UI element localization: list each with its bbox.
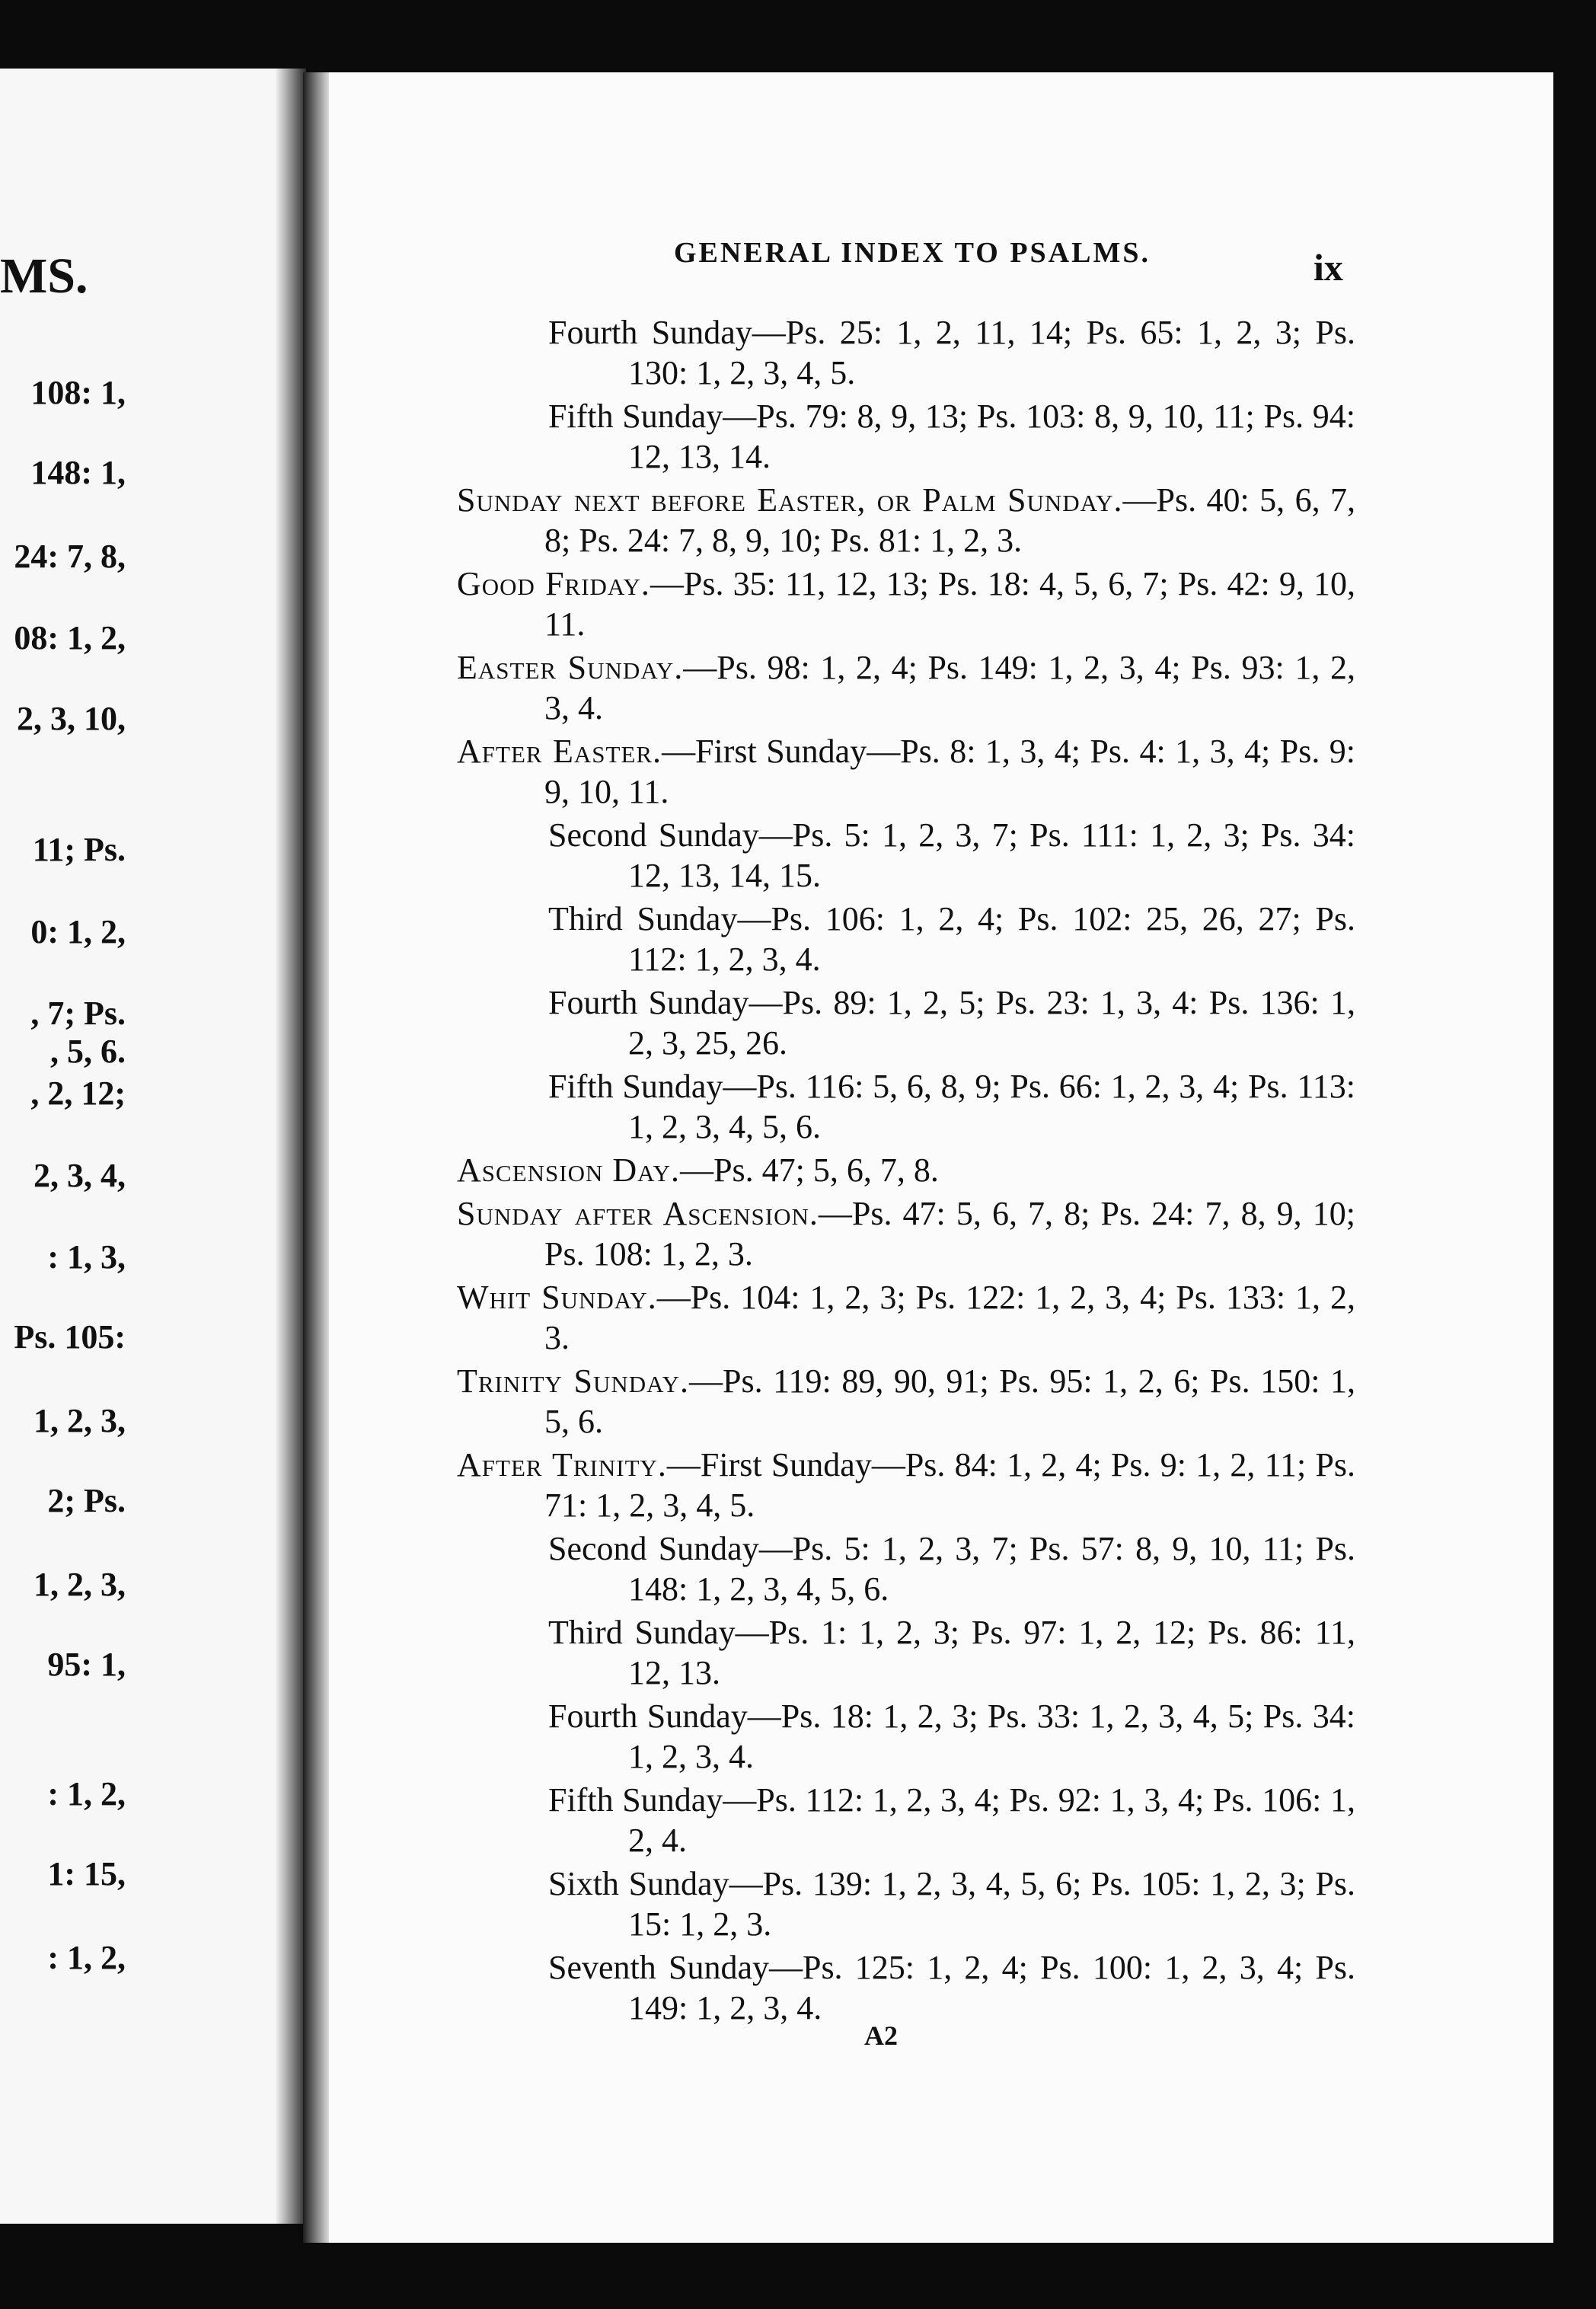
left-page-line-fragment: 95: 1,	[47, 1646, 126, 1683]
entry-heading: Easter Sunday.	[457, 649, 684, 686]
page-number: ix	[1314, 246, 1343, 289]
left-page-line-fragment: : 1, 2,	[47, 1939, 126, 1976]
index-subentry	[457, 982, 1355, 1063]
printer-signature-mark: A2	[864, 2020, 898, 2051]
entry-heading: After Easter.	[457, 733, 662, 770]
left-page-line-fragment: 2, 3, 10,	[17, 700, 126, 737]
entry-text: —Ps. 35: 11, 12, 13; Ps. 18: 4, 5, 6, 7; Ps. 42: 9, 10, 11.	[544, 565, 1355, 643]
entry-heading: Sunday next before Easter, or Palm Sunday.	[457, 481, 1123, 519]
left-page-line-fragment: , 5, 6.	[50, 1033, 126, 1070]
left-page-line-fragment: 11; Ps.	[32, 831, 126, 868]
entry-text: Fourth Sunday—Ps. 89: 1, 2, 5; Ps. 23: 1, 3, 4: Ps. 136: 1, 2, 3, 25, 26.	[548, 984, 1355, 1062]
entry-text: Fifth Sunday—Ps. 116: 5, 6, 8, 9; Ps. 66: 1, 2, 3, 4; Ps. 113: 1, 2, 3, 4, 5, 6.	[548, 1068, 1355, 1145]
left-page-line-fragment: 148: 1,	[30, 454, 126, 491]
left-page-line-fragment: 1: 15,	[47, 1855, 126, 1892]
entry-text: Fifth Sunday—Ps. 79: 8, 9, 13; Ps. 103: 8, 9, 10, 11; Ps. 94: 12, 13, 14.	[548, 398, 1355, 475]
index-entry	[457, 1361, 1355, 1442]
index-subentry	[457, 815, 1355, 896]
index-entry	[457, 564, 1355, 644]
entry-heading: Sunday after Ascension.	[457, 1195, 819, 1232]
index-entry	[457, 731, 1355, 812]
entry-text: —Ps. 98: 1, 2, 4; Ps. 149: 1, 2, 3, 4; Ps. 93: 1, 2, 3, 4.	[544, 649, 1355, 727]
left-page-line-fragment: : 1, 3,	[47, 1238, 126, 1276]
entry-text: Seventh Sunday—Ps. 125: 1, 2, 4; Ps. 100: 1, 2, 3, 4; Ps. 149: 1, 2, 3, 4.	[548, 1949, 1355, 2026]
left-page-line-fragment: : 1, 2,	[47, 1775, 126, 1812]
index-subentry	[457, 1612, 1355, 1693]
psalm-index-entries	[457, 312, 1355, 2031]
entry-heading: Ascension Day.	[457, 1151, 681, 1189]
entry-heading: Whit Sunday.	[457, 1279, 657, 1316]
entry-text: —First Sunday—Ps. 8: 1, 3, 4; Ps. 4: 1, 3, 4; Ps. 9: 9, 10, 11.	[544, 733, 1355, 810]
index-entry	[457, 1445, 1355, 1525]
entry-text: —Ps. 47: 5, 6, 7, 8; Ps. 24: 7, 8, 9, 10; Ps. 108: 1, 2, 3.	[544, 1195, 1355, 1273]
entry-text: —Ps. 104: 1, 2, 3; Ps. 122: 1, 2, 3, 4; Ps. 133: 1, 2, 3.	[544, 1279, 1355, 1356]
entry-text: Third Sunday—Ps. 106: 1, 2, 4; Ps. 102: 25, 26, 27; Ps. 112: 1, 2, 3, 4.	[548, 900, 1355, 978]
entry-text: —First Sunday—Ps. 84: 1, 2, 4; Ps. 9: 1, 2, 11; Ps. 71: 1, 2, 3, 4, 5.	[544, 1446, 1355, 1524]
running-head: GENERAL INDEX TO PSALMS.	[674, 237, 1151, 269]
left-page-line-fragment: Ps. 105:	[14, 1318, 126, 1356]
index-subentry	[457, 899, 1355, 979]
entry-heading: Good Friday.	[457, 565, 650, 602]
left-page-line-fragment: 0: 1, 2,	[30, 913, 126, 950]
left-page-line-fragment: , 7; Ps.	[30, 995, 126, 1032]
entry-text: —Ps. 119: 89, 90, 91; Ps. 95: 1, 2, 6; Ps. 150: 1, 5, 6.	[544, 1362, 1355, 1440]
entry-text: —Ps. 40: 5, 6, 7, 8; Ps. 24: 7, 8, 9, 10; Ps. 81: 1, 2, 3.	[544, 481, 1355, 559]
index-subentry	[457, 1066, 1355, 1147]
left-page-line-fragment: 24: 7, 8,	[14, 538, 126, 575]
left-page-line-fragment: 1, 2, 3,	[34, 1402, 126, 1439]
index-entry	[457, 1277, 1355, 1358]
entry-text: Fourth Sunday—Ps. 18: 1, 2, 3; Ps. 33: 1, 2, 3, 4, 5; Ps. 34: 1, 2, 3, 4.	[548, 1697, 1355, 1775]
left-page-line-fragment: 08: 1, 2,	[14, 619, 126, 656]
entry-text: Third Sunday—Ps. 1: 1, 2, 3; Ps. 97: 1, 2, 12; Ps. 86: 11, 12, 13.	[548, 1614, 1355, 1691]
left-page-line-fragment: 2, 3, 4,	[34, 1157, 126, 1194]
entry-text: —Ps. 47; 5, 6, 7, 8.	[680, 1151, 939, 1189]
index-subentry	[457, 1528, 1355, 1609]
index-subentry	[457, 1696, 1355, 1777]
index-subentry	[457, 396, 1355, 477]
index-entry	[457, 480, 1355, 560]
index-entry	[457, 647, 1355, 728]
entry-text: Fifth Sunday—Ps. 112: 1, 2, 3, 4; Ps. 92: 1, 3, 4; Ps. 106: 1, 2, 4.	[548, 1781, 1355, 1859]
left-page-gutter-shadow	[276, 69, 306, 2224]
left-page-line-fragment: 1, 2, 3,	[34, 1566, 126, 1603]
index-entry	[457, 1193, 1355, 1274]
left-page-heading-fragment: MS.	[0, 248, 88, 304]
index-subentry	[457, 1780, 1355, 1860]
entry-text: Second Sunday—Ps. 5: 1, 2, 3, 7; Ps. 111: 1, 2, 3; Ps. 34: 12, 13, 14, 15.	[548, 816, 1355, 894]
index-subentry	[457, 312, 1355, 393]
index-subentry	[457, 1863, 1355, 1944]
entry-text: Fourth Sunday—Ps. 25: 1, 2, 11, 14; Ps. 65: 1, 2, 3; Ps. 130: 1, 2, 3, 4, 5.	[548, 314, 1355, 391]
index-entry	[457, 1150, 1355, 1190]
entry-heading: After Trinity.	[457, 1446, 667, 1483]
left-page-line-fragment: 2; Ps.	[47, 1482, 126, 1519]
entry-text: Sixth Sunday—Ps. 139: 1, 2, 3, 4, 5, 6; Ps. 105: 1, 2, 3; Ps. 15: 1, 2, 3.	[548, 1865, 1355, 1943]
right-page-gutter-shadow	[303, 72, 329, 2243]
left-page-line-fragment: 108: 1,	[30, 374, 126, 411]
entry-text: Second Sunday—Ps. 5: 1, 2, 3, 7; Ps. 57: 8, 9, 10, 11; Ps. 148: 1, 2, 3, 4, 5, 6.	[548, 1530, 1355, 1608]
index-subentry	[457, 1947, 1355, 2028]
left-page-line-fragment: , 2, 12;	[30, 1075, 126, 1112]
entry-heading: Trinity Sunday.	[457, 1362, 690, 1400]
